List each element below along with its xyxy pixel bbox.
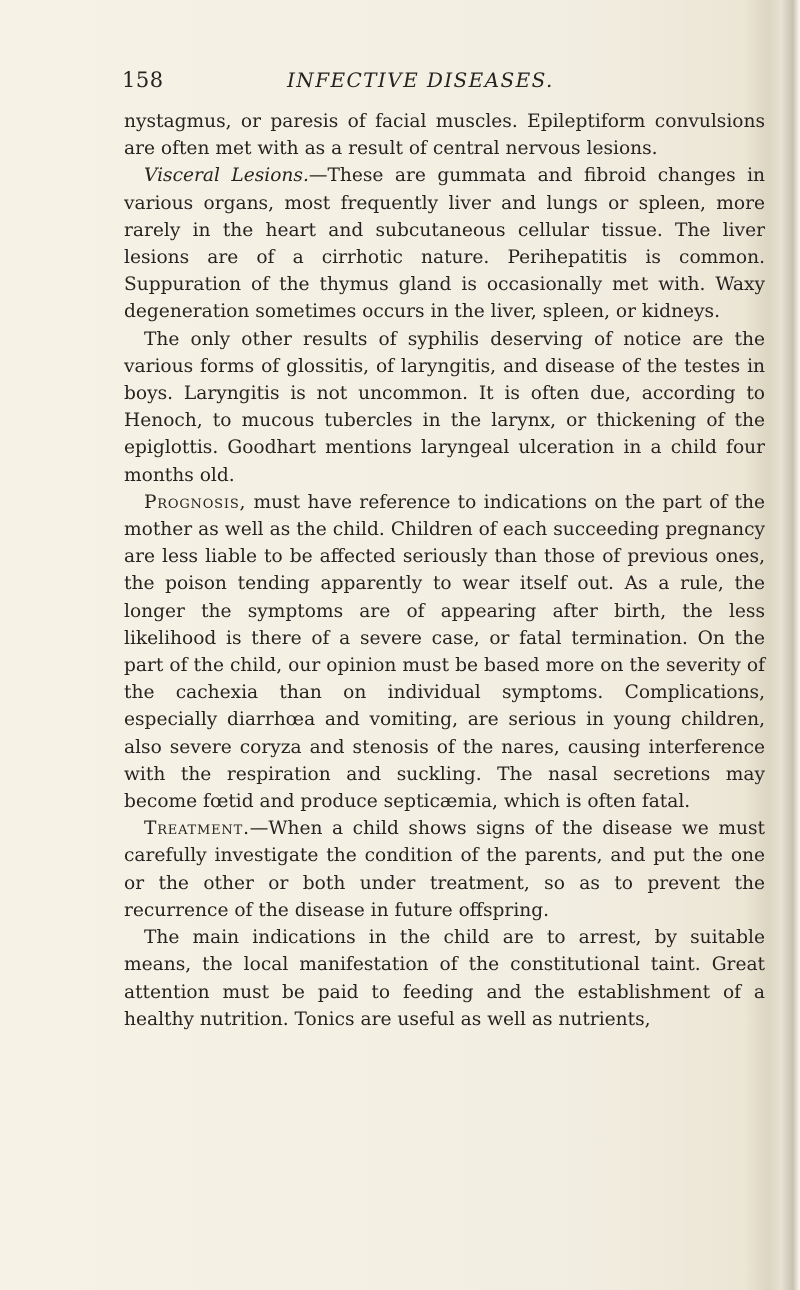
paragraph-visceral-lesions xyxy=(124,162,765,325)
running-title: INFECTIVE DISEASES. xyxy=(287,68,554,92)
page-number: 158 xyxy=(122,68,164,92)
paragraph-nervous-lesions: nystagmus, or paresis of facial muscles. Epileptiform convulsions are often met with as a result of central nervous lesions. xyxy=(124,111,765,160)
paragraph-treatment xyxy=(124,815,765,924)
paragraph-other-results: The only other results of syphilis deserving of notice are the various forms of glossitis, of laryngitis, and disease of the testes in boys. Laryngitis is not uncommon. It is often due, according to Henoch, to mucous tubercles in the larynx, or thickening of the epiglottis. Goodhart mentions laryngeal ulceration in a child four months old. xyxy=(124,328,765,486)
paragraph-prognosis xyxy=(124,489,765,815)
section-heading-treatment: Treatment. xyxy=(144,818,250,840)
body-text xyxy=(124,108,765,1033)
section-heading-prognosis: Prognosis, xyxy=(144,491,247,513)
treatment-text: —When a child shows signs of the disease we must carefully investigate the condition of the parents, and put the one or the other or both under treatment, so as to prevent the recurrence of the disease in future offspring. xyxy=(124,818,765,921)
visceral-lesions-text: —These are gummata and fibroid changes in various organs, most frequently liver and lungs or spleen, more rarely in the heart and subcutaneous cellular tissue. The liver lesions are of a cirrhotic nature. Perihepatitis is common. Suppuration of the thymus gland is occasionally met with. Waxy degeneration sometimes occurs in the liver, spleen, or kidneys. xyxy=(124,165,765,323)
prognosis-text: must have reference to indications on the part of the mother as well as the child. Children of each succeeding pregnancy are less liable to be affected seriously than those of previous ones, the poison tending apparently to wear itself out. As a rule, the longer the symptoms are of appearing after birth, the less likelihood is there of a severe case, or fatal termination. On the part of the child, our opinion must be based more on the severity of the cachexia than on individual symptoms. Complications, especially diarrhœa and vomiting, are serious in young children, also severe coryza and stenosis of the nares, causing interference with the respiration and suckling. The nasal secretions may become fœtid and produce septicæmia, which is often fatal. xyxy=(124,491,765,813)
binding-gutter-shadow xyxy=(782,0,800,1290)
paragraph-main-indications: The main indications in the child are to arrest, by suitable means, the local manifestation of the constitutional taint. Great attention must be paid to feeding and the establishment of a healthy nutrition. Tonics are useful as well as nutrients, xyxy=(124,927,765,1030)
section-heading-visceral-lesions: Visceral Lesions. xyxy=(144,165,309,187)
